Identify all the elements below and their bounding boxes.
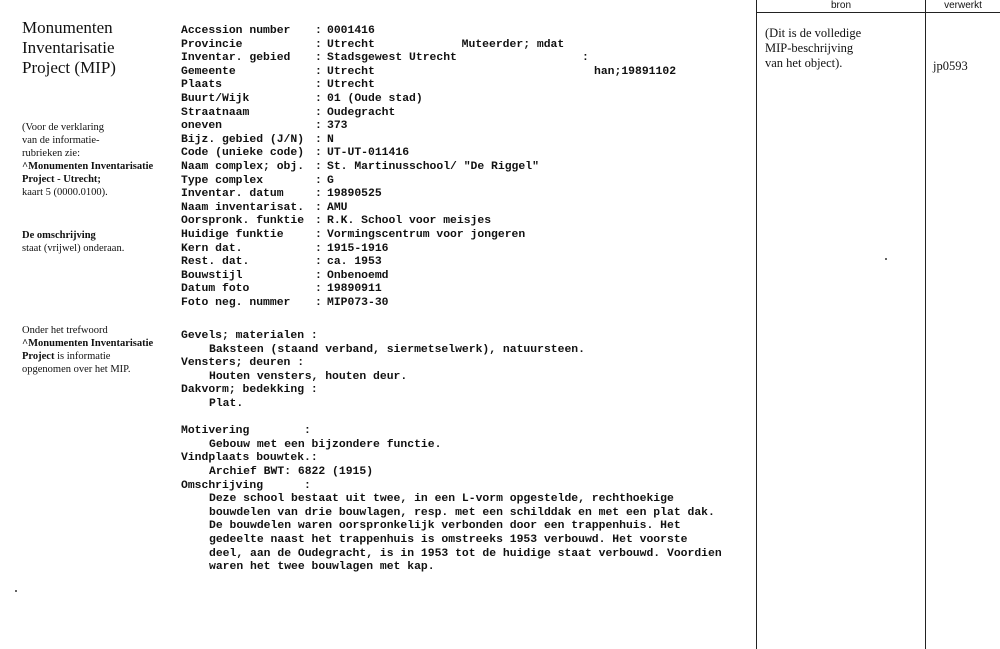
title-line: Monumenten: [22, 18, 113, 37]
field-label: oneven: [181, 120, 223, 133]
verwerkt-cell: jp0593: [933, 59, 968, 73]
omschrijving-line: gedeelte naast het trappenhuis is omstreeks 1953 verbouwd. Het voorste: [209, 533, 688, 546]
column-header-bron: bron: [830, 0, 851, 11]
title-line: Project (MIP): [22, 58, 116, 77]
description-section: [181, 330, 751, 575]
field-separator: :: [315, 188, 322, 201]
column-header-verwerkt: verwerkt: [944, 0, 982, 11]
note-reference-line: [22, 337, 172, 350]
scan-speck: [15, 590, 17, 592]
motivering-text: Gebouw met een bijzondere functie.: [209, 438, 442, 451]
field-row: [181, 188, 761, 202]
field-row: [181, 243, 761, 257]
field-value: 01 (Oude stad): [327, 92, 423, 105]
field-label: Plaats: [181, 79, 223, 92]
field-row: [181, 283, 761, 297]
field-separator: :: [315, 25, 322, 37]
note-line: staat (vrijwel) onderaan.: [22, 243, 125, 254]
note-bold: De omschrijving: [22, 230, 96, 241]
field-label: Bouwstijl: [181, 269, 243, 282]
field-separator: :: [315, 79, 322, 92]
field-value: 373: [327, 120, 348, 133]
field-label: Provincie: [181, 38, 243, 51]
field-value: Onbenoemd: [327, 269, 389, 282]
field-row: [181, 215, 761, 229]
field-value: 1915-1916: [327, 242, 389, 255]
field-value: 19890525: [327, 188, 382, 201]
vindplaats-text: Archief BWT: 6822 (1915): [209, 465, 374, 478]
field-label: Buurt/Wijk: [181, 92, 250, 105]
note-keyword: [22, 324, 172, 376]
field-label: Rest. dat.: [181, 256, 250, 269]
note-line: opgenomen over het MIP.: [22, 364, 131, 375]
field-row: [181, 297, 761, 311]
note-description-location: [22, 229, 172, 255]
note-explanation: [22, 121, 172, 199]
vensters-text: Houten vensters, houten deur.: [209, 370, 408, 383]
field-value: AMU: [327, 201, 348, 214]
field-separator: :: [315, 242, 322, 255]
field-value: ca. 1953: [327, 256, 382, 269]
field-value: G: [327, 174, 334, 187]
field-separator: :: [315, 201, 322, 214]
field-label: Muteerder; mdat: [461, 38, 565, 51]
reference-bold: ^Monumenten Inventarisatie: [22, 338, 154, 349]
field-label: Inventar. gebied: [181, 52, 291, 65]
bron-line: (Dit is de volledige: [765, 26, 862, 40]
note-line: Onder het trefwoord: [22, 325, 108, 336]
field-label: Kern dat.: [181, 242, 243, 255]
note-reference-line: [22, 173, 172, 186]
note-line: rubrieken zie:: [22, 148, 81, 159]
gevels-heading: Gevels; materialen :: [181, 330, 318, 342]
note-line: [22, 229, 172, 242]
dakvorm-text: Plat.: [209, 397, 244, 410]
field-separator: :: [582, 52, 589, 65]
field-row: [181, 161, 761, 175]
field-label: Naam inventarisat.: [181, 201, 305, 214]
field-label: Foto neg. nummer: [181, 296, 291, 309]
field-separator: :: [315, 120, 322, 133]
field-label: Huidige funktie: [181, 228, 284, 241]
omschrijving-line: waren het twee bouwlagen met kap.: [209, 561, 435, 574]
field-separator: :: [315, 147, 322, 160]
field-value: UT-UT-011416: [327, 147, 410, 160]
field-separator: :: [315, 106, 322, 119]
field-separator: :: [315, 52, 322, 65]
field-value: N: [327, 133, 334, 146]
omschrijving-line: bouwdelen van drie bouwlagen, resp. met een schilddak en met een plat dak.: [209, 506, 715, 519]
field-label: Accession number: [181, 25, 291, 37]
omschrijving-line: De bouwdelen waren oorspronkelijk verbonden door een trappenhuis. Het: [209, 520, 681, 533]
field-separator: :: [315, 160, 322, 173]
field-label: Bijz. gebied (J/N): [181, 133, 305, 146]
field-value: Stadsgewest Utrecht: [327, 52, 457, 65]
reference-bold: Project: [22, 351, 55, 362]
field-value: 19890911: [327, 283, 382, 296]
field-value: Vormingscentrum voor jongeren: [327, 228, 526, 241]
field-row: [181, 120, 761, 134]
field-row: [181, 93, 761, 107]
field-row: [181, 147, 761, 161]
field-value: Utrecht: [327, 65, 375, 78]
field-label: Naam complex; obj.: [181, 160, 305, 173]
title-line: Inventarisatie: [22, 38, 115, 57]
bron-cell: [765, 26, 920, 71]
muteerder-field: [448, 25, 677, 79]
field-value: Utrecht: [327, 79, 375, 92]
gevels-text: Baksteen (staand verband, siermetselwerk), natuursteen.: [209, 343, 585, 356]
field-label: Oorspronk. funktie: [181, 215, 305, 228]
omschrijving-heading: Omschrijving :: [181, 479, 311, 492]
omschrijving-line: deel, aan de Oudegracht, is in 1953 tot de huidige staat verbouwd. Voordien: [209, 547, 722, 560]
field-separator: :: [315, 228, 322, 241]
vindplaats-heading: Vindplaats bouwtek.:: [181, 452, 318, 465]
field-row: [181, 256, 761, 270]
field-separator: :: [315, 133, 322, 146]
reference-bold: ^Monumenten Inventarisatie: [22, 161, 154, 172]
note-reference-line: [22, 160, 172, 173]
field-label: Inventar. datum: [181, 188, 284, 201]
field-row: [181, 229, 761, 243]
field-separator: :: [315, 38, 322, 51]
scan-speck: [885, 258, 887, 260]
field-separator: :: [315, 256, 322, 269]
field-separator: :: [315, 296, 322, 309]
vensters-heading: Vensters; deuren :: [181, 357, 305, 370]
note-reference-line: [22, 350, 172, 363]
table-rule-middle: [925, 0, 926, 649]
field-separator: :: [315, 269, 322, 282]
field-value: R.K. School voor meisjes: [327, 215, 492, 228]
field-value: MIP073-30: [327, 296, 389, 309]
field-value: 0001416: [327, 25, 375, 37]
spacer: [181, 412, 751, 426]
field-label: Datum foto: [181, 283, 250, 296]
field-label: Code (unieke code): [181, 147, 305, 160]
table-rule-left: [756, 0, 757, 649]
note-line: (Voor de verklaring: [22, 122, 105, 133]
dakvorm-heading: Dakvorm; bedekking :: [181, 384, 318, 397]
field-separator: :: [315, 92, 322, 105]
omschrijving-line: Deze school bestaat uit twee, in een L-vorm opgestelde, rechthoekige: [209, 493, 674, 506]
note-line: van de informatie-: [22, 135, 100, 146]
field-value: St. Martinusschool/ "De Riggel": [327, 160, 539, 173]
bron-line: van het object).: [765, 56, 843, 70]
field-value: han;19891102: [594, 65, 677, 78]
field-separator: :: [315, 215, 322, 228]
bron-line: MIP-beschrijving: [765, 41, 854, 55]
field-value: Utrecht: [327, 38, 375, 51]
field-separator: :: [315, 174, 322, 187]
reference-bold: Project - Utrecht;: [22, 174, 101, 185]
note-text: is informatie: [54, 351, 111, 362]
left-title: [22, 18, 172, 78]
field-label: Type complex: [181, 174, 264, 187]
motivering-heading: Motivering :: [181, 425, 311, 438]
field-separator: :: [315, 283, 322, 296]
field-row: [181, 134, 761, 148]
field-row: [181, 79, 761, 93]
field-row: [181, 270, 761, 284]
field-label: Straatnaam: [181, 106, 250, 119]
field-separator: :: [315, 65, 322, 78]
field-row: [181, 202, 761, 216]
table-header-rule: [756, 12, 1000, 13]
field-label: Gemeente: [181, 65, 236, 78]
field-row: [181, 107, 761, 121]
field-value: Oudegracht: [327, 106, 396, 119]
note-line: kaart 5 (0000.0100).: [22, 187, 108, 198]
field-row: [181, 175, 761, 189]
